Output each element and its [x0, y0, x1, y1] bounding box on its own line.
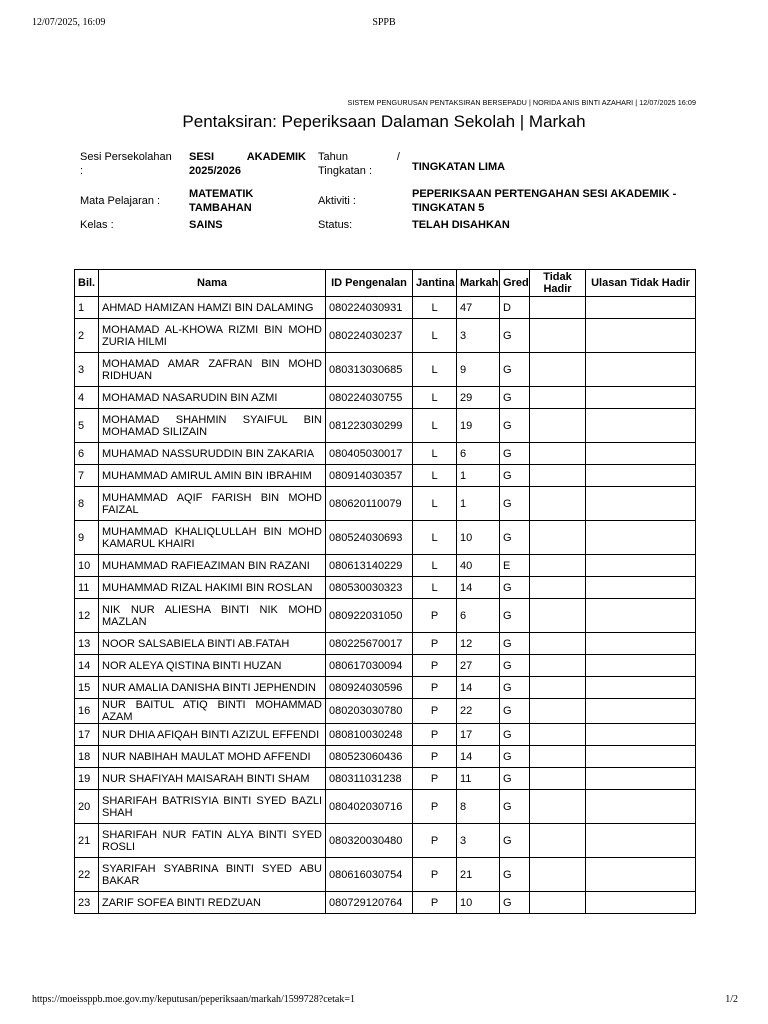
cell-id: 080224030237: [326, 319, 413, 353]
cell-jantina: P: [413, 724, 457, 746]
cell-nama: MUHAMMAD RIZAL HAKIMI BIN ROSLAN: [99, 577, 326, 599]
cell-ulasan: [586, 555, 696, 577]
cell-id: 080922031050: [326, 599, 413, 633]
cell-gred: G: [500, 858, 530, 892]
cell-gred: G: [500, 724, 530, 746]
cell-nama: NOOR SALSABIELA BINTI AB.FATAH: [99, 633, 326, 655]
cell-ulasan: [586, 824, 696, 858]
cell-nama: MUHAMAD NASSURUDDIN BIN ZAKARIA: [99, 443, 326, 465]
cell-ulasan: [586, 409, 696, 443]
table-row: [75, 633, 696, 655]
col-jantina: Jantina: [413, 270, 457, 297]
cell-gred: G: [500, 677, 530, 699]
cell-nama: MOHAMAD AL-KHOWA RIZMI BIN MOHD ZURIA HILMI: [99, 319, 326, 353]
cell-id: 080617030094: [326, 655, 413, 677]
cell-id: 080402030716: [326, 790, 413, 824]
cell-id: 080313030685: [326, 353, 413, 387]
cell-tidak-hadir: [530, 465, 586, 487]
cell-gred: D: [500, 297, 530, 319]
cell-gred: G: [500, 824, 530, 858]
cell-jantina: P: [413, 746, 457, 768]
cell-id: 080225670017: [326, 633, 413, 655]
table-row: [75, 443, 696, 465]
cell-bil: 3: [75, 353, 99, 387]
cell-ulasan: [586, 633, 696, 655]
cell-jantina: L: [413, 387, 457, 409]
cell-markah: 6: [457, 443, 500, 465]
cell-id: 080613140229: [326, 555, 413, 577]
table-row: [75, 319, 696, 353]
cell-tidak-hadir: [530, 699, 586, 724]
cell-jantina: P: [413, 824, 457, 858]
sesi-value: SESI AKADEMIK 2025/2026: [189, 151, 306, 177]
cell-nama: NUR AMALIA DANISHA BINTI JEPHENDIN: [99, 677, 326, 699]
cell-markah: 47: [457, 297, 500, 319]
cell-id: 080203030780: [326, 699, 413, 724]
cell-nama: ZARIF SOFEA BINTI REDZUAN: [99, 892, 326, 914]
cell-gred: G: [500, 443, 530, 465]
cell-bil: 10: [75, 555, 99, 577]
cell-gred: G: [500, 633, 530, 655]
cell-nama: SHARIFAH BATRISYIA BINTI SYED BAZLI SHAH: [99, 790, 326, 824]
col-gred: Gred: [500, 270, 530, 297]
page-title: Pentaksiran: Peperiksaan Dalaman Sekolah | Markah: [182, 112, 586, 131]
cell-jantina: P: [413, 677, 457, 699]
cell-bil: 17: [75, 724, 99, 746]
col-ulasan: Ulasan Tidak Hadir: [586, 270, 696, 297]
status-label: Status:: [318, 219, 353, 231]
cell-id: 080405030017: [326, 443, 413, 465]
cell-markah: 1: [457, 487, 500, 521]
cell-nama: NUR BAITUL ATIQ BINTI MOHAMMAD AZAM: [99, 699, 326, 724]
kelas-label: Kelas :: [80, 219, 114, 231]
cell-jantina: P: [413, 790, 457, 824]
cell-bil: 14: [75, 655, 99, 677]
cell-tidak-hadir: [530, 677, 586, 699]
table-row: [75, 858, 696, 892]
cell-id: 081223030299: [326, 409, 413, 443]
col-markah: Markah: [457, 270, 500, 297]
aktiviti-label: Aktiviti :: [318, 195, 356, 207]
cell-ulasan: [586, 699, 696, 724]
cell-gred: G: [500, 892, 530, 914]
table-row: [75, 824, 696, 858]
cell-ulasan: [586, 599, 696, 633]
cell-ulasan: [586, 655, 696, 677]
cell-ulasan: [586, 677, 696, 699]
cell-markah: 11: [457, 768, 500, 790]
cell-nama: NOR ALEYA QISTINA BINTI HUZAN: [99, 655, 326, 677]
cell-gred: G: [500, 353, 530, 387]
cell-bil: 1: [75, 297, 99, 319]
marks-table: [74, 269, 696, 914]
cell-markah: 10: [457, 892, 500, 914]
cell-markah: 29: [457, 387, 500, 409]
cell-nama: MUHAMMAD KHALIQLULLAH BIN MOHD KAMARUL KHAIRI: [99, 521, 326, 555]
cell-bil: 8: [75, 487, 99, 521]
table-row: [75, 892, 696, 914]
cell-gred: G: [500, 699, 530, 724]
table-row: [75, 724, 696, 746]
cell-tidak-hadir: [530, 746, 586, 768]
cell-tidak-hadir: [530, 487, 586, 521]
cell-tidak-hadir: [530, 655, 586, 677]
cell-jantina: L: [413, 319, 457, 353]
cell-bil: 16: [75, 699, 99, 724]
cell-ulasan: [586, 387, 696, 409]
cell-markah: 9: [457, 353, 500, 387]
cell-markah: 19: [457, 409, 500, 443]
cell-gred: G: [500, 655, 530, 677]
cell-jantina: L: [413, 353, 457, 387]
cell-id: 080311031238: [326, 768, 413, 790]
cell-ulasan: [586, 746, 696, 768]
cell-bil: 21: [75, 824, 99, 858]
cell-tidak-hadir: [530, 858, 586, 892]
cell-jantina: L: [413, 555, 457, 577]
cell-nama: NUR SHAFIYAH MAISARAH BINTI SHAM: [99, 768, 326, 790]
cell-bil: 4: [75, 387, 99, 409]
cell-jantina: P: [413, 655, 457, 677]
cell-markah: 27: [457, 655, 500, 677]
cell-jantina: P: [413, 858, 457, 892]
cell-markah: 3: [457, 319, 500, 353]
cell-nama: MUHAMMAD RAFIEAZIMAN BIN RAZANI: [99, 555, 326, 577]
cell-markah: 22: [457, 699, 500, 724]
table-row: [75, 297, 696, 319]
cell-tidak-hadir: [530, 724, 586, 746]
cell-tidak-hadir: [530, 555, 586, 577]
cell-ulasan: [586, 521, 696, 555]
cell-jantina: L: [413, 409, 457, 443]
print-title: SPPB: [372, 17, 396, 28]
cell-markah: 40: [457, 555, 500, 577]
aktiviti-value: PEPERIKSAAN PERTENGAHAN SESI AKADEMIK - TINGKATAN 5: [412, 188, 677, 214]
cell-tidak-hadir: [530, 297, 586, 319]
cell-jantina: P: [413, 699, 457, 724]
cell-ulasan: [586, 892, 696, 914]
cell-markah: 21: [457, 858, 500, 892]
cell-tidak-hadir: [530, 319, 586, 353]
cell-nama: NUR NABIHAH MAULAT MOHD AFFENDI: [99, 746, 326, 768]
cell-markah: 14: [457, 577, 500, 599]
cell-bil: 22: [75, 858, 99, 892]
cell-jantina: P: [413, 599, 457, 633]
mapel-value: MATEMATIK TAMBAHAN: [189, 188, 254, 214]
table-row: [75, 677, 696, 699]
cell-markah: 10: [457, 521, 500, 555]
cell-id: 080530030323: [326, 577, 413, 599]
cell-tidak-hadir: [530, 824, 586, 858]
cell-id: 080924030596: [326, 677, 413, 699]
cell-gred: G: [500, 768, 530, 790]
tahun-value: TINGKATAN LIMA: [412, 161, 506, 173]
page-number: 1/2: [725, 994, 738, 1005]
kelas-value: SAINS: [189, 219, 223, 231]
cell-gred: G: [500, 465, 530, 487]
table-row: [75, 790, 696, 824]
print-url: https://moeissppb.moe.gov.my/keputusan/peperiksaan/markah/1599728?cetak=1: [32, 994, 355, 1005]
table-row: [75, 521, 696, 555]
cell-nama: AHMAD HAMIZAN HAMZI BIN DALAMING: [99, 297, 326, 319]
cell-nama: MOHAMAD NASARUDIN BIN AZMI: [99, 387, 326, 409]
cell-nama: NUR DHIA AFIQAH BINTI AZIZUL EFFENDI: [99, 724, 326, 746]
cell-nama: MUHAMMAD AMIRUL AMIN BIN IBRAHIM: [99, 465, 326, 487]
cell-jantina: P: [413, 633, 457, 655]
cell-bil: 13: [75, 633, 99, 655]
cell-nama: SHARIFAH NUR FATIN ALYA BINTI SYED ROSLI: [99, 824, 326, 858]
cell-bil: 5: [75, 409, 99, 443]
cell-gred: G: [500, 387, 530, 409]
cell-jantina: P: [413, 892, 457, 914]
cell-ulasan: [586, 487, 696, 521]
col-tidak-hadir: Tidak Hadir: [530, 270, 586, 297]
cell-gred: G: [500, 577, 530, 599]
cell-ulasan: [586, 577, 696, 599]
cell-id: 080320030480: [326, 824, 413, 858]
table-row: [75, 577, 696, 599]
table-row: [75, 465, 696, 487]
cell-nama: MUHAMMAD AQIF FARISH BIN MOHD FAIZAL: [99, 487, 326, 521]
cell-tidak-hadir: [530, 353, 586, 387]
cell-tidak-hadir: [530, 409, 586, 443]
cell-id: 080224030755: [326, 387, 413, 409]
cell-nama: MOHAMAD SHAHMIN SYAIFUL BIN MOHAMAD SILIZAIN: [99, 409, 326, 443]
cell-jantina: L: [413, 487, 457, 521]
cell-nama: SYARIFAH SYABRINA BINTI SYED ABU BAKAR: [99, 858, 326, 892]
cell-gred: G: [500, 599, 530, 633]
table-row: [75, 555, 696, 577]
status-value: TELAH DISAHKAN: [412, 219, 510, 231]
assessment-info: [74, 150, 696, 232]
cell-jantina: L: [413, 465, 457, 487]
cell-ulasan: [586, 297, 696, 319]
cell-bil: 11: [75, 577, 99, 599]
col-nama: Nama: [99, 270, 326, 297]
cell-tidak-hadir: [530, 892, 586, 914]
cell-tidak-hadir: [530, 790, 586, 824]
cell-ulasan: [586, 858, 696, 892]
cell-nama: MOHAMAD AMAR ZAFRAN BIN MOHD RIDHUAN: [99, 353, 326, 387]
cell-id: 080914030357: [326, 465, 413, 487]
cell-markah: 12: [457, 633, 500, 655]
cell-markah: 1: [457, 465, 500, 487]
table-row: [75, 353, 696, 387]
cell-gred: G: [500, 487, 530, 521]
cell-ulasan: [586, 353, 696, 387]
cell-tidak-hadir: [530, 443, 586, 465]
cell-gred: G: [500, 521, 530, 555]
table-header-row: [75, 270, 696, 297]
cell-nama: NIK NUR ALIESHA BINTI NIK MOHD MAZLAN: [99, 599, 326, 633]
cell-id: 080224030931: [326, 297, 413, 319]
cell-ulasan: [586, 768, 696, 790]
cell-id: 080810030248: [326, 724, 413, 746]
cell-ulasan: [586, 790, 696, 824]
cell-tidak-hadir: [530, 633, 586, 655]
system-line: SISTEM PENGURUSAN PENTAKSIRAN BERSEPADU | NORIDA ANIS BINTI AZAHARI | 12/07/2025 16:09: [347, 98, 696, 107]
cell-bil: 9: [75, 521, 99, 555]
cell-gred: G: [500, 790, 530, 824]
cell-jantina: L: [413, 521, 457, 555]
cell-bil: 2: [75, 319, 99, 353]
cell-jantina: L: [413, 577, 457, 599]
cell-markah: 14: [457, 746, 500, 768]
cell-id: 080524030693: [326, 521, 413, 555]
mapel-label: Mata Pelajaran :: [80, 195, 161, 207]
cell-bil: 23: [75, 892, 99, 914]
cell-jantina: P: [413, 768, 457, 790]
cell-markah: 8: [457, 790, 500, 824]
tahun-label: Tahun / Tingkatan :: [318, 151, 400, 177]
table-row: [75, 487, 696, 521]
cell-markah: 14: [457, 677, 500, 699]
cell-ulasan: [586, 443, 696, 465]
cell-tidak-hadir: [530, 577, 586, 599]
cell-bil: 15: [75, 677, 99, 699]
table-row: [75, 699, 696, 724]
cell-id: 080523060436: [326, 746, 413, 768]
cell-id: 080729120764: [326, 892, 413, 914]
cell-bil: 7: [75, 465, 99, 487]
cell-id: 080620110079: [326, 487, 413, 521]
table-row: [75, 746, 696, 768]
cell-ulasan: [586, 465, 696, 487]
cell-bil: 20: [75, 790, 99, 824]
cell-markah: 3: [457, 824, 500, 858]
cell-bil: 6: [75, 443, 99, 465]
cell-gred: E: [500, 555, 530, 577]
table-row: [75, 387, 696, 409]
cell-gred: G: [500, 409, 530, 443]
cell-ulasan: [586, 319, 696, 353]
cell-id: 080616030754: [326, 858, 413, 892]
table-row: [75, 768, 696, 790]
cell-markah: 6: [457, 599, 500, 633]
cell-jantina: L: [413, 297, 457, 319]
print-datetime: 12/07/2025, 16:09: [32, 17, 106, 28]
sesi-label: Sesi Persekolahan :: [80, 151, 172, 177]
cell-markah: 17: [457, 724, 500, 746]
cell-bil: 12: [75, 599, 99, 633]
col-id: ID Pengenalan: [326, 270, 413, 297]
table-row: [75, 655, 696, 677]
cell-tidak-hadir: [530, 387, 586, 409]
cell-tidak-hadir: [530, 599, 586, 633]
cell-jantina: L: [413, 443, 457, 465]
cell-tidak-hadir: [530, 521, 586, 555]
table-row: [75, 409, 696, 443]
cell-bil: 19: [75, 768, 99, 790]
cell-bil: 18: [75, 746, 99, 768]
cell-ulasan: [586, 724, 696, 746]
cell-gred: G: [500, 746, 530, 768]
table-row: [75, 599, 696, 633]
cell-gred: G: [500, 319, 530, 353]
col-bil: Bil.: [75, 270, 99, 297]
cell-tidak-hadir: [530, 768, 586, 790]
